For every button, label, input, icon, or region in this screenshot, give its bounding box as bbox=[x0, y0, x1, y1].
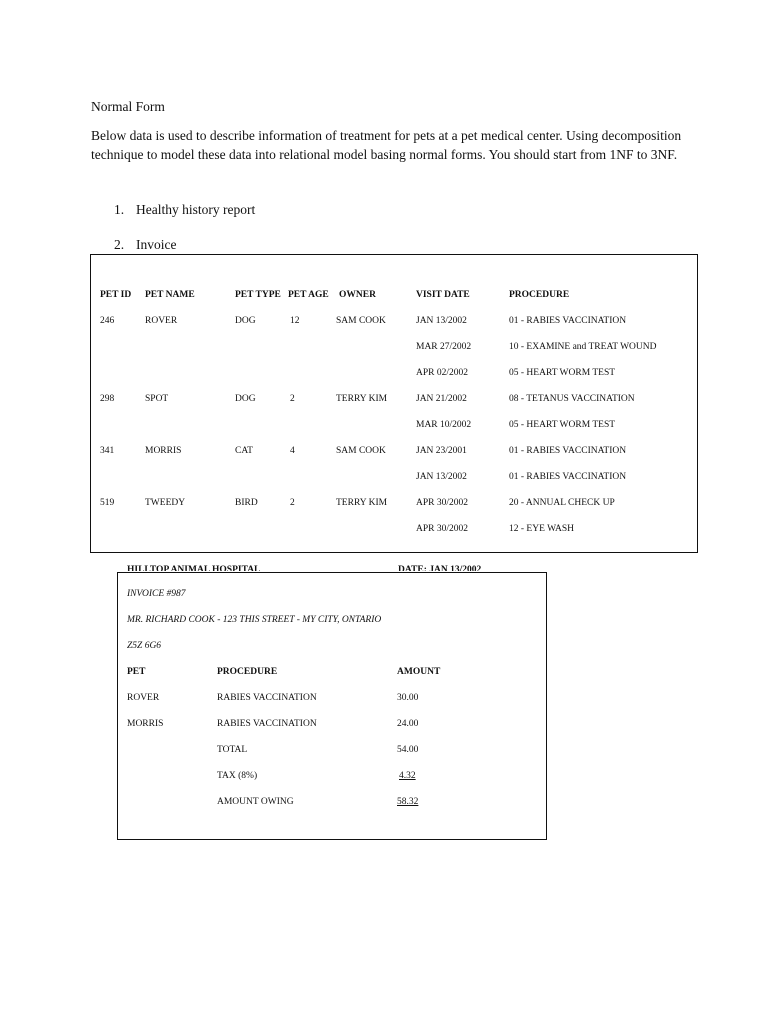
cell-owner: SAM COOK bbox=[336, 316, 386, 326]
cell-procedure: 12 - EYE WASH bbox=[509, 524, 575, 534]
column-header-visit-date: VISIT DATE bbox=[416, 290, 470, 300]
cell-owner: TERRY KIM bbox=[336, 394, 388, 404]
health-history-table bbox=[90, 254, 698, 553]
invoice-header-pet: PET bbox=[127, 667, 146, 677]
cell-procedure: 01 - RABIES VACCINATION bbox=[509, 472, 627, 482]
invoice-line-procedure: RABIES VACCINATION bbox=[217, 719, 317, 729]
invoice-number: INVOICE #987 bbox=[127, 589, 186, 599]
cell-pet-id: 246 bbox=[100, 316, 115, 326]
intro-paragraph bbox=[91, 126, 711, 164]
invoice-total-label: TOTAL bbox=[217, 745, 248, 755]
intro-line: Below data is used to describe information of treatment for pets at a pet medical center. Using decomposition bbox=[91, 128, 682, 143]
column-header-procedure: PROCEDURE bbox=[509, 290, 570, 300]
invoice-customer-address: MR. RICHARD COOK - 123 THIS STREET - MY CITY, ONTARIO bbox=[127, 615, 382, 625]
invoice-hospital-name: HILLTOP ANIMAL HOSPITAL bbox=[127, 565, 261, 571]
invoice-header-procedure: PROCEDURE bbox=[217, 667, 278, 677]
cell-pet-id: 298 bbox=[100, 394, 115, 404]
cell-visit-date: APR 30/2002 bbox=[416, 498, 468, 508]
cell-pet-type: DOG bbox=[235, 394, 256, 404]
cell-visit-date: JAN 13/2002 bbox=[416, 316, 467, 326]
intro-line: technique to model these data into relational model basing normal forms. You should start from 1NF to 3NF. bbox=[91, 147, 678, 162]
cell-procedure: 20 - ANNUAL CHECK UP bbox=[509, 498, 615, 508]
cell-visit-date: JAN 23/2001 bbox=[416, 446, 467, 456]
invoice-owing-label: AMOUNT OWING bbox=[217, 797, 294, 807]
invoice-header-amount: AMOUNT bbox=[397, 667, 441, 677]
cell-procedure: 01 - RABIES VACCINATION bbox=[509, 316, 627, 326]
invoice-postal-code: Z5Z 6G6 bbox=[127, 641, 162, 651]
column-header-pet-id: PET ID bbox=[100, 290, 132, 300]
cell-pet-name: ROVER bbox=[145, 316, 178, 326]
invoice-line-amount: 24.00 bbox=[397, 719, 419, 729]
cell-visit-date: MAR 10/2002 bbox=[416, 420, 472, 430]
list-number: 1. bbox=[114, 202, 125, 217]
list-text: Healthy history report bbox=[136, 202, 256, 217]
cell-visit-date: APR 30/2002 bbox=[416, 524, 468, 534]
cell-pet-age: 2 bbox=[290, 394, 295, 404]
invoice-tax-label: TAX (8%) bbox=[217, 771, 258, 781]
column-header-pet-age: PET AGE bbox=[288, 290, 329, 300]
cell-pet-id: 519 bbox=[100, 498, 115, 508]
cell-procedure: 05 - HEART WORM TEST bbox=[509, 420, 616, 430]
cell-owner: TERRY KIM bbox=[336, 498, 388, 508]
column-header-owner: OWNER bbox=[339, 290, 376, 300]
cell-procedure: 08 - TETANUS VACCINATION bbox=[509, 394, 635, 404]
invoice-line-procedure: RABIES VACCINATION bbox=[217, 693, 317, 703]
column-header-pet-name: PET NAME bbox=[145, 290, 195, 300]
cell-pet-name: MORRIS bbox=[145, 446, 182, 456]
cell-pet-type: BIRD bbox=[235, 498, 258, 508]
list-number: 2. bbox=[114, 237, 125, 252]
cell-pet-age: 4 bbox=[290, 446, 295, 456]
cell-visit-date: JAN 21/2002 bbox=[416, 394, 467, 404]
invoice-date: DATE: JAN 13/2002 bbox=[398, 565, 482, 571]
cell-visit-date: APR 02/2002 bbox=[416, 368, 468, 378]
cell-procedure: 05 - HEART WORM TEST bbox=[509, 368, 616, 378]
invoice-total-value: 54.00 bbox=[397, 745, 419, 755]
cell-pet-name: TWEEDY bbox=[145, 498, 186, 508]
cell-pet-age: 2 bbox=[290, 498, 295, 508]
cell-pet-age: 12 bbox=[290, 316, 300, 326]
page-title: Normal Form bbox=[91, 99, 165, 114]
cell-procedure: 01 - RABIES VACCINATION bbox=[509, 446, 627, 456]
cell-pet-name: SPOT bbox=[145, 394, 169, 404]
cell-procedure: 10 - EXAMINE and TREAT WOUND bbox=[509, 342, 657, 352]
invoice-line-pet: MORRIS bbox=[127, 719, 164, 729]
cell-owner: SAM COOK bbox=[336, 446, 386, 456]
cell-pet-type: CAT bbox=[235, 446, 253, 456]
invoice-line-pet: ROVER bbox=[127, 693, 160, 703]
invoice-tax-value: 4.32 bbox=[399, 771, 416, 781]
invoice-line-amount: 30.00 bbox=[397, 693, 419, 703]
invoice-owing-value: 58.32 bbox=[397, 797, 419, 807]
cell-visit-date: MAR 27/2002 bbox=[416, 342, 472, 352]
cell-pet-type: DOG bbox=[235, 316, 256, 326]
cell-visit-date: JAN 13/2002 bbox=[416, 472, 467, 482]
column-header-pet-type: PET TYPE bbox=[235, 290, 281, 300]
list-text: Invoice bbox=[136, 237, 177, 252]
cell-pet-id: 341 bbox=[100, 446, 115, 456]
invoice-box bbox=[117, 572, 547, 840]
